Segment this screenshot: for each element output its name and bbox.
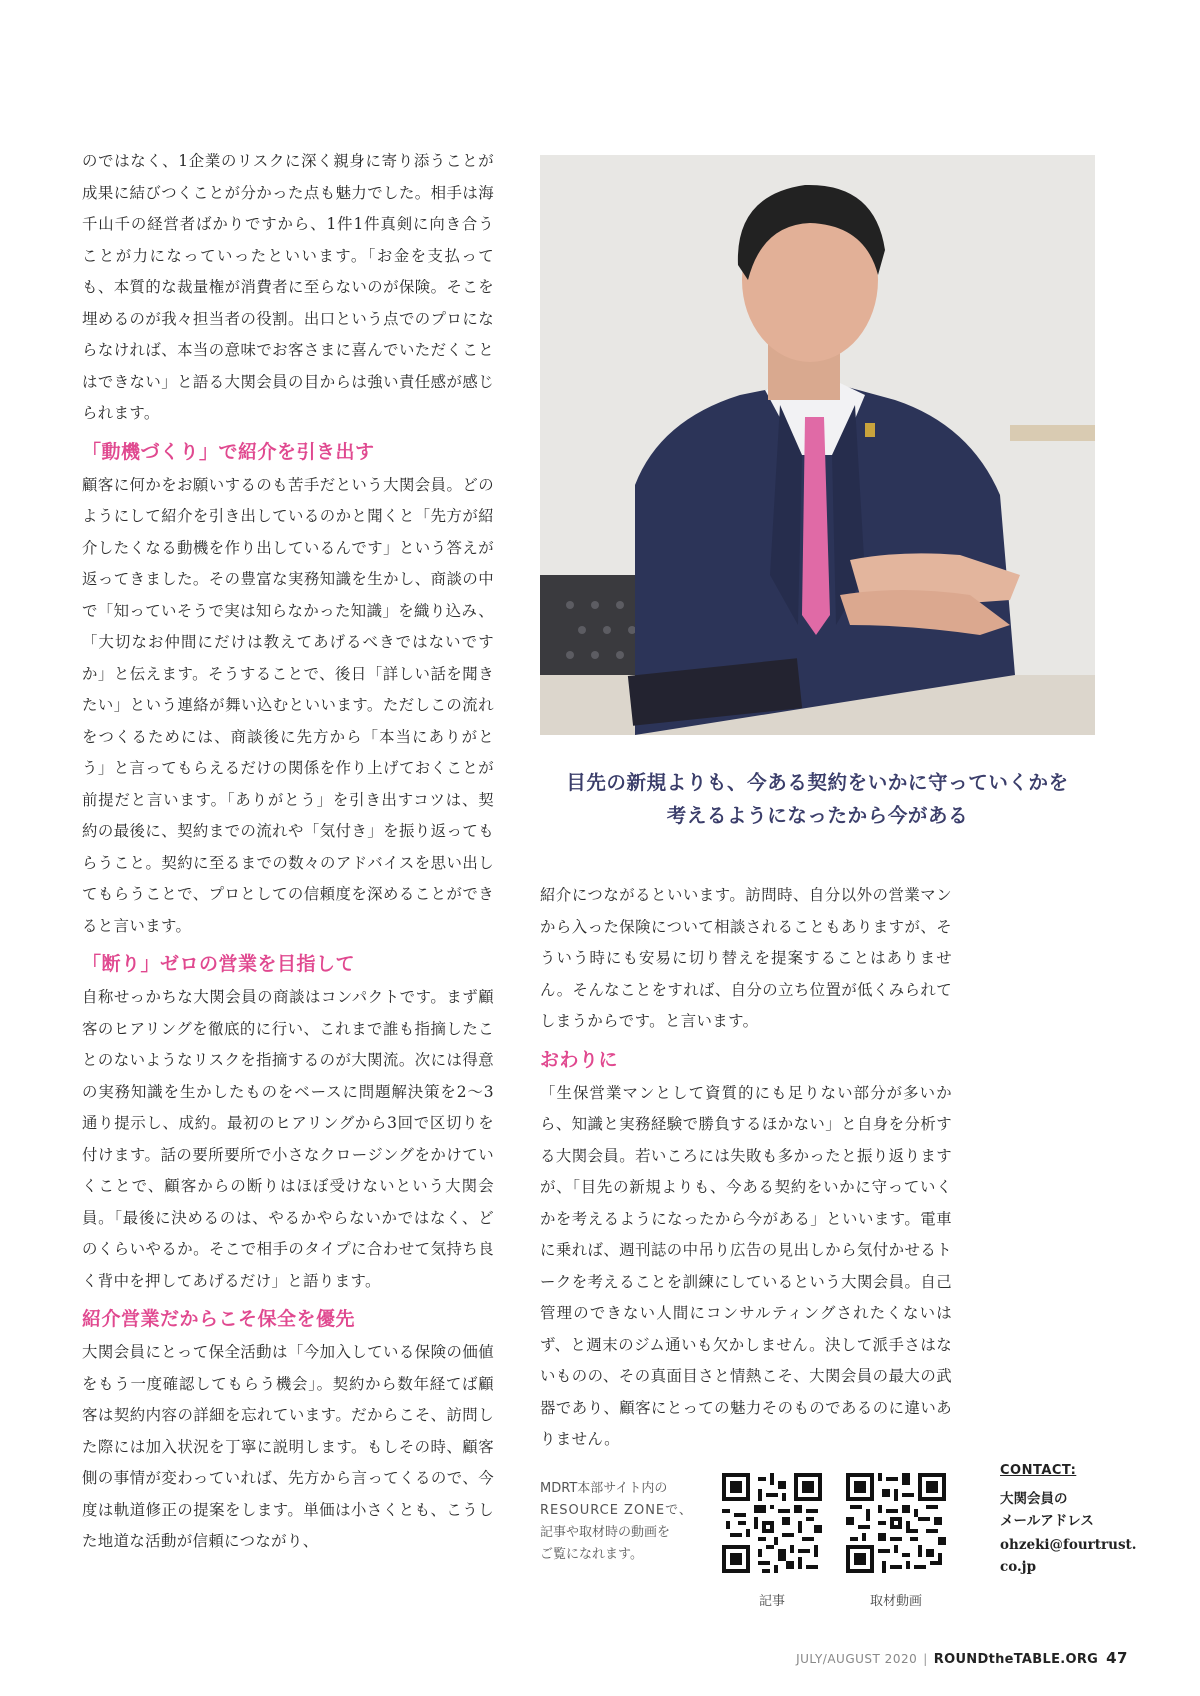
paragraph: 自称せっかちな大関会員の商談はコンパクトです。まず顧客のヒアリングを徹底的に行い、これまで誰も指摘したことのないようなリスクを指摘するのが大関流。次には得意の実務知識を生かしたものをベースに問題解決策を2〜3通り提示し、成約。最初のヒアリングから3回で区切りを付けます。話の要所要所で小さなクロージングをかけていくことで、顧客からの断りはほぼ受けないという大関会員。「最後に決めるのは、やるかやらないかではなく、どのくらいやるか。そこで相手のタイプに合わせて気持ち良く背中を押してあげるだけ」と語ります。 [82,988,494,1290]
contact-label: 大関会員の [1000,1491,1068,1507]
footer-divider: | [923,1652,928,1666]
portrait-photo [540,155,1095,735]
video-qr-label: 取材動画 [869,1594,922,1609]
paragraph: のではなく、1企業のリスクに深く親身に寄り添うことが成果に結びつくことが分かった点も魅力でした。相手は海千山千の経営者ばかりですから、1件1件真剣に向き合うことが力になっていったといいます。「お金を支払っても、本質的な裁量権が消費者に至らないのが保険。そこを埋めるのが我々担当者の役割。出口という点でのプロにならなければ、本当の意味でお客さまに喜んでいただくことはできない」と語る大関会員の目からは強い責任感が感じられます。 [82,152,494,422]
paragraph: 大関会員にとって保全活動は「今加入している保険の価値をもう一度確認してもらう機会」。契約から数年経てば顧客は契約内容の詳細を忘れています。だからこそ、訪問した際には加入状況を丁寧に説明します。もしその時、顧客側の事情が変わっていれば、先方から言ってくるので、今度は軌道修正の提案をします。単価は小さくとも、こうした地道な活動が信頼につながり、 [82,1343,494,1550]
contact-title: CONTACT: [1000,1463,1077,1478]
article-qr-label: 記事 [758,1594,785,1609]
pull-quote-line: 考えるようになったから今がある [666,804,969,827]
right-column [540,880,952,1456]
contact-email[interactable]: ohzeki@fourtrust. [1000,1537,1137,1553]
paragraph: 顧客に何かをお願いするのも苦手だという大関会員。どのようにして紹介を引き出しているのかと聞くと「先方が紹介したくなる動機を作り出しているんです」という答えが返ってきました。その豊富な実務知識を生かし、商談の中で「知っていそうで実は知らなかった知識」を織り込み、「大切なお仲間にだけは教えてあげるべきではないですか」と伝えます。そうすることで、後日「詳しい話を聞きたい」という連絡が舞い込むといいます。ただしこの流れをつくるためには、商談後に先方から「本当にありがとう」と言ってもらえるだけの関係を作り上げておくことが前提だと言います。「ありがとう」を引き出すコツは、契約の最後に、契約までの流れや「気付き」を振り返ってもらうこと。契約に至るまでの数々のアドバイスを思い出してもらうことで、プロとしての信頼度を深めることができると言います。 [82,475,494,935]
note-line: 記事や取材時の動画を [540,1525,671,1540]
portrait-illustration [540,155,1095,735]
section-heading: 紹介営業だからこそ保全を優先 [82,1308,356,1330]
pull-quote-line: 目先の新規よりも、今ある契約をいかに守っていくかを [566,771,1069,794]
section-heading: おわりに [540,1048,619,1071]
video-qr-code[interactable] [846,1473,946,1573]
section-heading: 「断り」ゼロの営業を目指して [82,953,356,975]
resource-zone-note [540,1478,700,1566]
left-column [82,146,494,1558]
issue-date: JULY/AUGUST 2020 [796,1652,918,1666]
contact-label: メールアドレス [1000,1513,1094,1529]
pull-quote [540,766,1095,832]
note-line: ご覧になれます。 [540,1547,643,1562]
contact-box [1000,1463,1160,1578]
paragraph: 「生保営業マンとして資質的にも足りない部分が多いから、知識と実務経験で勝負するほかない」と自身を分析する大関会員。若いころには失敗も多かったと振り返りますが、「目先の新規よりも、今ある契約をいかに守っていくかを考えるようになったから今がある」といいます。電車に乗れば、週刊誌の中吊り広告の見出しから気付かせるトークを考えることを訓練にしているという大関会員。自己管理のできない人間にコンサルティングされたくないはず、と週末のジム通いも欠かしません。決して派手さはないものの、その真面目さと情熱こそ、大関会員の最大の武器であり、顧客にとっての魅力そのものであるのに違いありません。 [540,1083,952,1448]
note-line: MDRT本部サイト内の [540,1481,668,1496]
page-footer [796,1649,1128,1667]
paragraph: 紹介につながるといいます。訪問時、自分以外の営業マンから入った保険について相談されることもありますが、そういう時にも安易に切り替えを提案することはありません。そんなことをすれば、自分の立ち位置が低くみられてしまうからです。と言います。 [540,886,952,1030]
section-heading: 「動機づくり」で紹介を引き出す [82,440,375,463]
article-qr-code[interactable] [722,1473,822,1573]
contact-email[interactable]: co.jp [1000,1559,1037,1575]
site-name[interactable]: ROUNDtheTABLE.ORG [933,1652,1099,1667]
page-number: 47 [1106,1649,1128,1667]
note-line: RESOURCE ZONEで、 [540,1503,693,1518]
